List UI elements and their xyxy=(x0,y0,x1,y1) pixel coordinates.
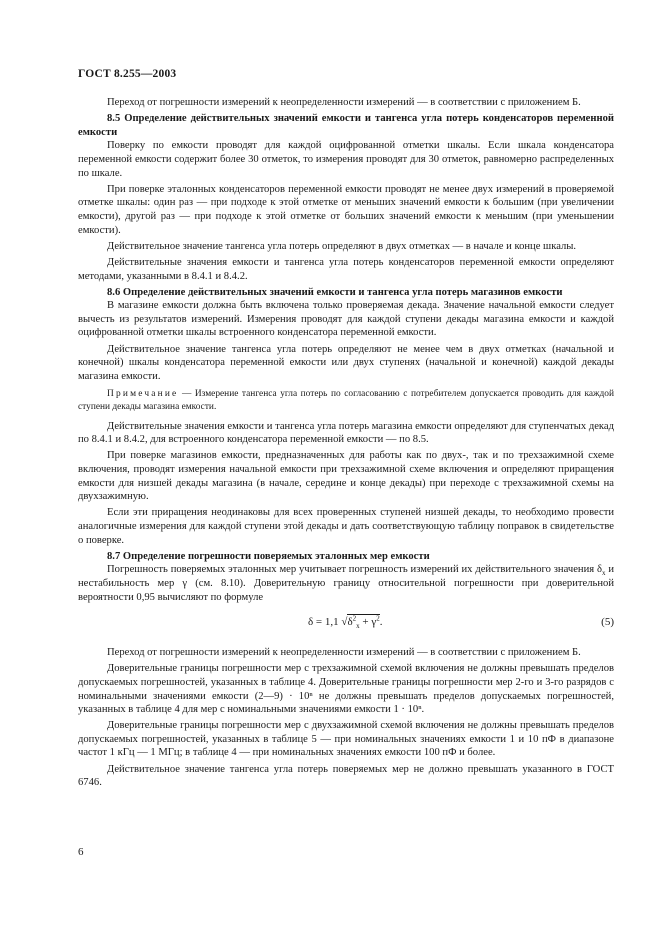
note-text: — Измерение тангенса угла потерь по согласованию с потребителем допускается проводить для каждой ступени декады магазина емкости. xyxy=(78,389,614,413)
paragraph: Доверительные границы погрешности мер с трехзажимной схемой включения не должны превышать пределов допускаемых погрешностей, указанных в таблице 4. Доверительные границы погрешности мер 2-го и 3-го разрядов с номинальными значениями емкости (2—9) · 10ⁿ не должны превышать пределов допускаемых погрешностей, указанных в таблице 4 для мер с номинальными значениями емкости 1 · 10ⁿ. xyxy=(78,663,614,716)
paragraph: Действительные значения емкости и тангенса угла потерь конденсаторов переменной емкости определяют методами, указанными в 8.4.1 и 8.4.2. xyxy=(78,256,614,282)
formula-5 xyxy=(78,608,614,642)
section-heading-8-6: 8.6 Определение действительных значений емкости и тангенса угла потерь магазинов емкости xyxy=(107,286,563,298)
paragraph: Поверку по емкости проводят для каждой оцифрованной отметки шкалы. Если шкала конденсатора переменной емкости содержит более 30 отметок, то измерения проводят для 30 отметок, равномерно распределенных по шкале. xyxy=(78,140,614,179)
document-header: ГОСТ 8.255—2003 xyxy=(78,68,177,80)
paragraph: Действительное значение тангенса угла потерь поверяемых мер не должно превышать указанного в ГОСТ 6746. xyxy=(78,763,614,789)
page-number: 6 xyxy=(78,846,84,858)
formula-radical: $\delta^2_x + \gamma^2$ xyxy=(347,614,380,631)
paragraph: Переход от погрешности измерений к неопределенности измерений — в соответствии с приложением Б. xyxy=(107,647,581,659)
document-body xyxy=(78,96,614,792)
paragraph: Переход от погрешности измерений к неопределенности измерений — в соответствии с приложением Б. xyxy=(107,97,581,108)
section-heading-8-7: 8.7 Определение погрешности поверяемых эталонных мер емкости xyxy=(107,550,430,562)
paragraph: Действительные значения емкости и тангенса угла потерь магазина емкости определяют для ступенчатых декад по 8.4.1 и 8.4.2, для встроенного конденсатора переменной емкости — по 8.5. xyxy=(78,420,614,446)
paragraph: Действительное значение тангенса угла потерь определяют не менее чем в двух отметках (начальной и конечной) шкалы конденсатора переменной емкости или двух ступенях (начальной и конечной) каждой декады магазина емкости. xyxy=(78,343,614,382)
formula-expression: δ = 1,1 $√\delta^2_x + \gamma^2$. xyxy=(308,614,383,631)
section-heading-8-5: 8.5 Определение действительных значений емкости и тангенса угла потерь конденсаторов переменной емкости xyxy=(78,113,614,138)
paragraph: Доверительные границы погрешности мер с двухзажимной схемой включения не должны превышать пределов допускаемых погрешностей, указанных в таблице 5 — при номинальных значениях емкости 1 и 10 пФ в диапазоне частот 1 кГц — 1 МГц; в таблице 4 — при номинальных значениях емкости 100 пФ и более. xyxy=(78,720,614,759)
paragraph: Действительное значение тангенса угла потерь определяют в двух отметках — в начале и конце шкалы. xyxy=(107,240,577,252)
paragraph: В магазине емкости должна быть включена только проверяемая декада. Значение начальной емкости следует вычесть из результатов измерений. Измерения проводят для каждой ступени декады магазина емкости и каждой оцифрованной отметки шкалы встроенного конденсатора переменной емкости. xyxy=(78,300,614,339)
paragraph: При поверке магазинов емкости, предназначенных для работы как по двух-, так и по трехзажимной схеме включения, проводят измерения начальной емкости при трехзажимной схеме включения и определяют приращения емкости для низшей декады магазина (в начале, середине и конце декады) при переходе с трехзажимной схемы на двухзажимную. xyxy=(78,450,614,503)
note-label: Примечание xyxy=(107,389,179,400)
paragraph: Погрешность поверяемых эталонных мер учитывает погрешность измерений их действительного значения $\delta_x$ и нестабильность мер γ (см. 8.10). Доверительную границу относительной погрешности при доверительной вероятности 0,95 вычисляют по формуле xyxy=(78,564,614,603)
formula-number: (5) xyxy=(601,616,614,629)
paragraph: При поверке эталонных конденсаторов переменной емкости проводят не менее двух измерений в проверяемой отметке шкалы: один раз — при подходе к этой отметке от меньших значений емкости к большим (при увеличении емкости), другой раз — при подходе к этой отметке от больших значений емкости к меньшим (при уменьшении емкости). xyxy=(78,183,614,236)
paragraph: Если эти приращения неодинаковы для всех проверенных ступеней низшей декады, то необходимо провести аналогичные измерения для каждой ступени этой декады и дать соответствующую таблицу поправок в свидетельстве о поверке. xyxy=(78,507,614,546)
note xyxy=(78,388,614,413)
